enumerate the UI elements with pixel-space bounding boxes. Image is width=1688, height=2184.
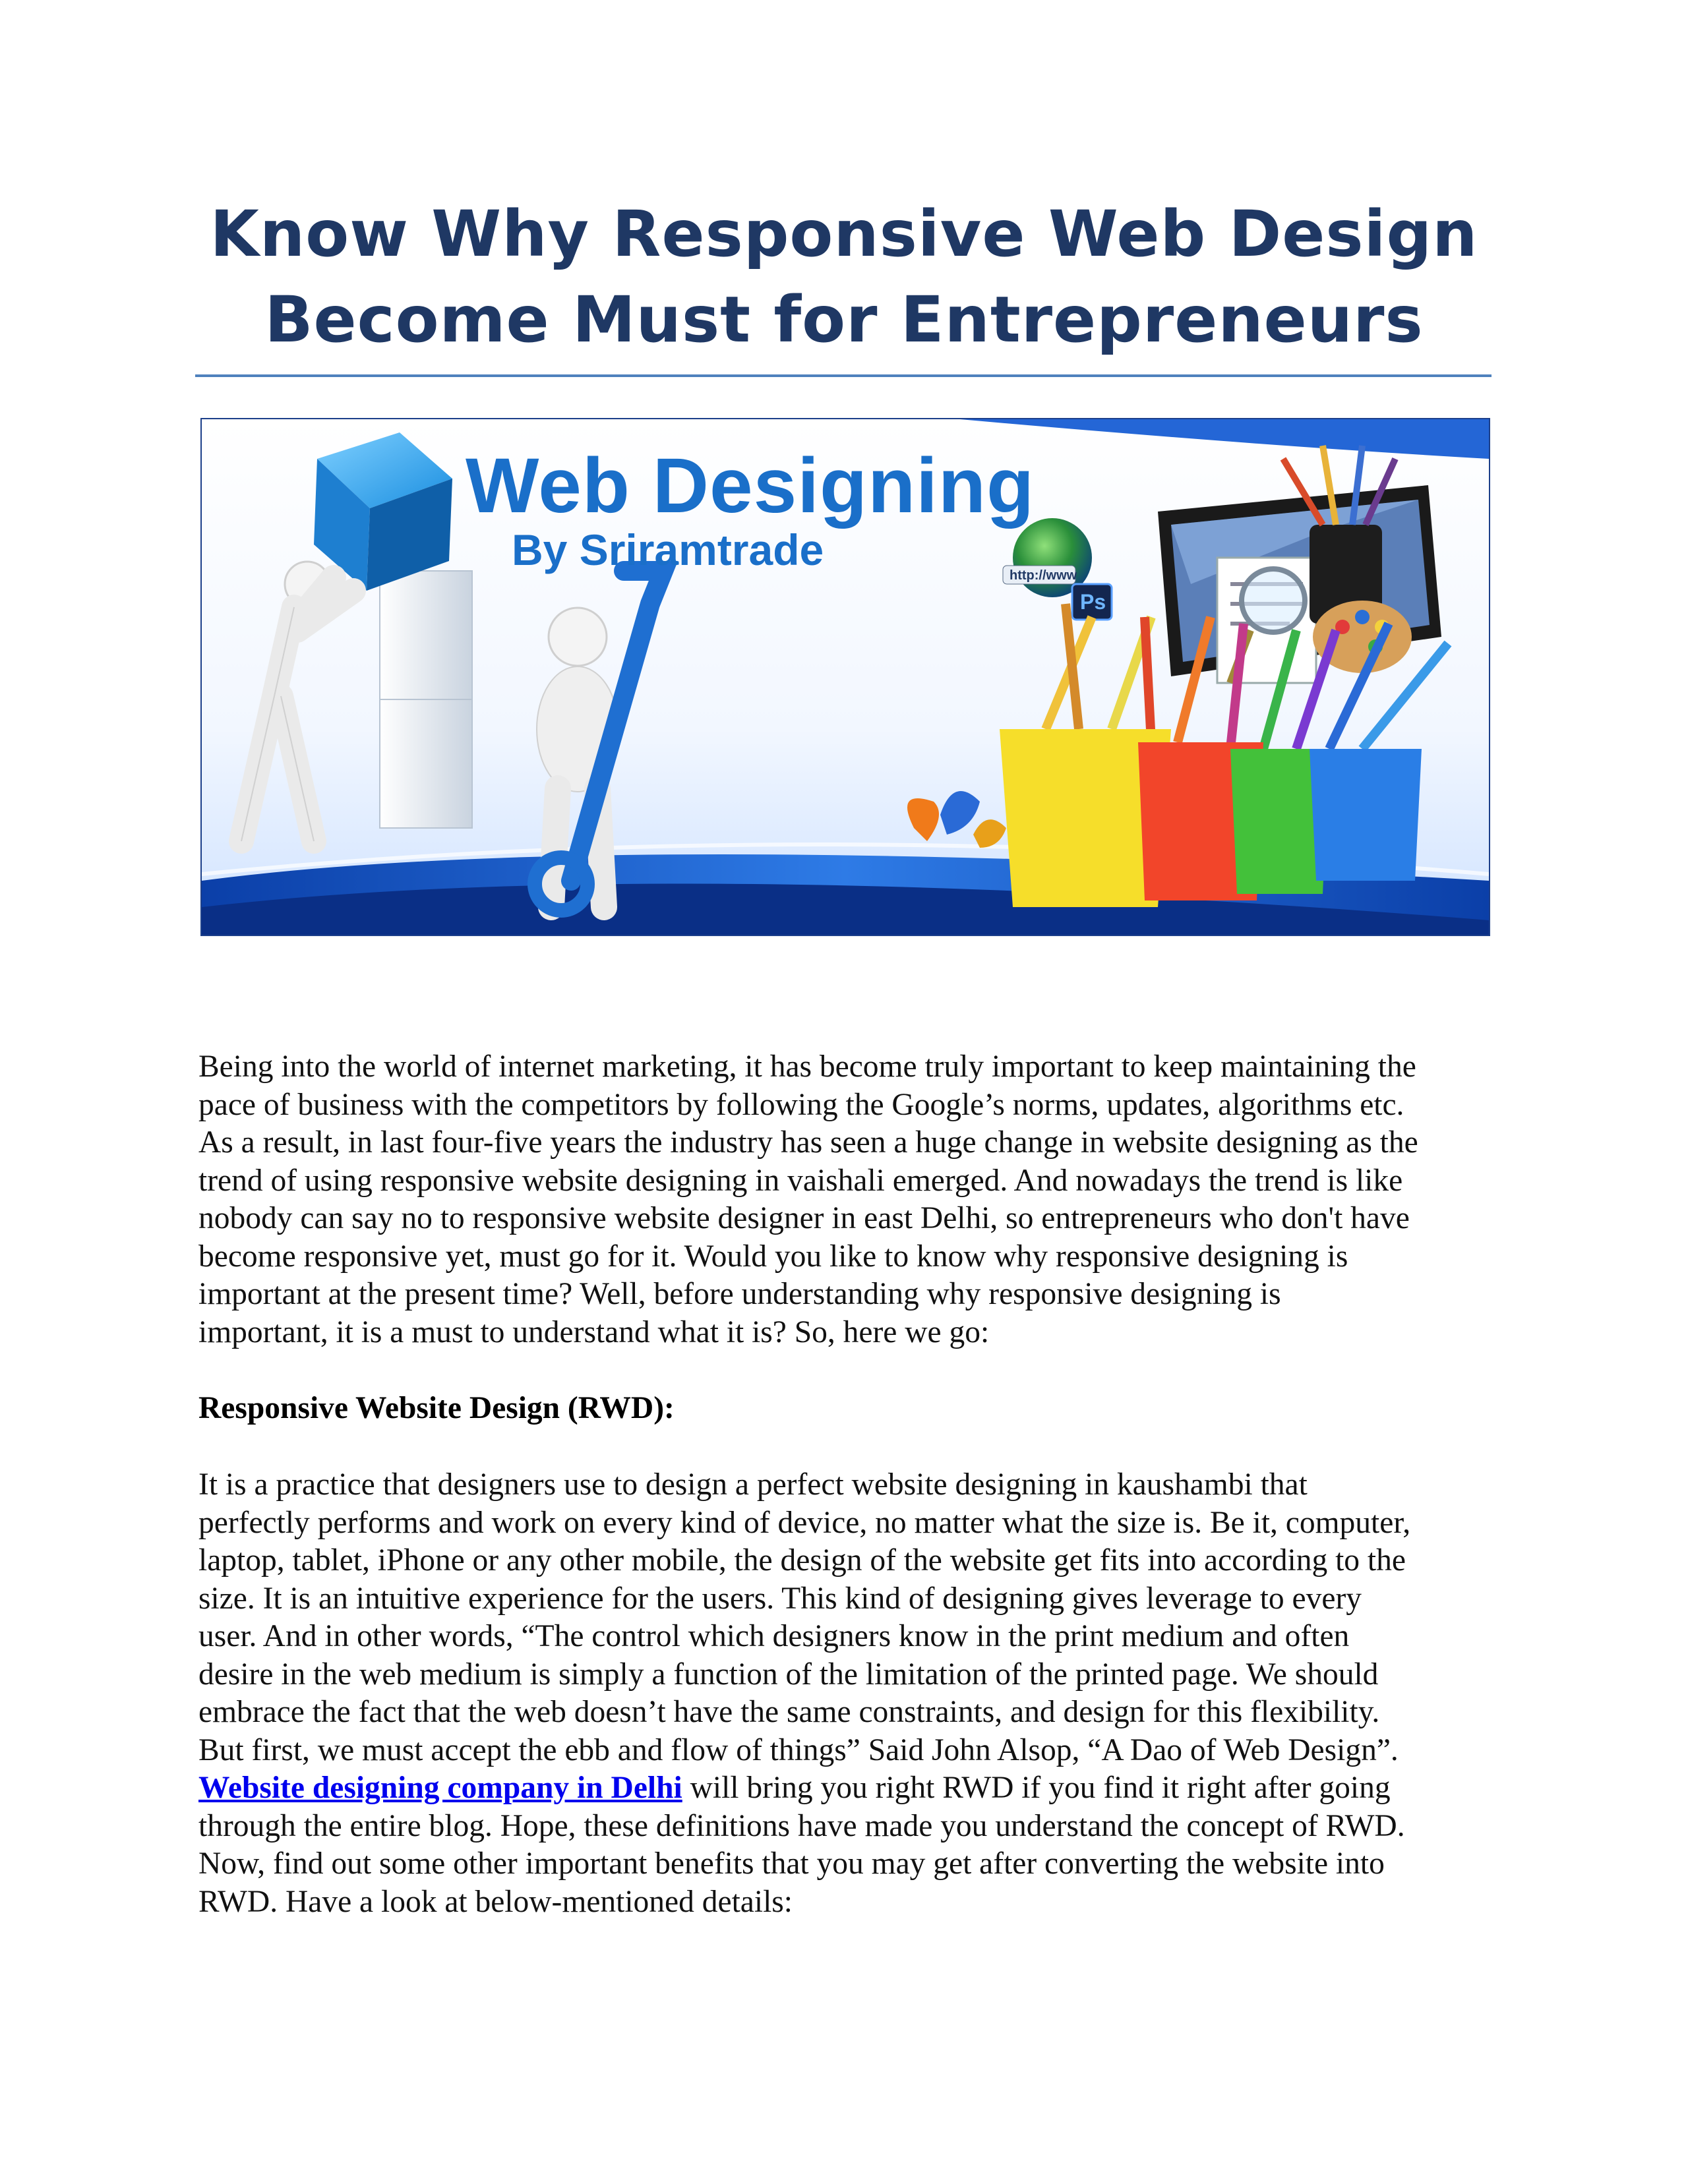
page-title-line-2: Become Must for Entrepreneurs (264, 283, 1424, 357)
paragraph-line: RWD. Have a look at below-mentioned details: (198, 1884, 793, 1919)
paragraph-line: laptop, tablet, iPhone or any other mobile, the design of the website get fits into according to the (198, 1543, 1406, 1578)
paragraph-line: desire in the web medium is simply a function of the limitation of the printed page. We should (198, 1657, 1379, 1692)
paragraph-line: It is a practice that designers use to design a perfect website designing in kaushambi that (198, 1467, 1308, 1502)
paragraph-line: through the entire blog. Hope, these definitions have made you understand the concept of RWD. (198, 1808, 1405, 1843)
paragraph-line: nobody can say no to responsive website designer in east Delhi, so entrepreneurs who don't have (198, 1201, 1410, 1235)
url-badge: http://www (1010, 568, 1077, 583)
link-line-rest: will bring you right RWD if you find it right after going (682, 1771, 1391, 1805)
rwd-paragraph (198, 1466, 1491, 1921)
page-title (191, 191, 1497, 363)
section-heading: Responsive Website Design (RWD): (198, 1391, 675, 1425)
paragraph-line: pace of business with the competitors by following the Google’s norms, updates, algorithms etc. (198, 1087, 1404, 1122)
page-title-line-1: Know Why Responsive Web Design (210, 197, 1478, 271)
paragraph-line: Being into the world of internet marketing, it has become truly important to keep maintaining the (198, 1049, 1416, 1084)
intro-paragraph (198, 1048, 1491, 1351)
paragraph-line: important at the present time? Well, before understanding why responsive designing is (198, 1277, 1281, 1311)
paragraph-line-with-link (198, 1769, 1491, 1808)
paragraph-line: size. It is an intuitive experience for the users. This kind of designing gives leverage to every (198, 1581, 1362, 1616)
paragraph-line: user. And in other words, “The control which designers know in the print medium and often (198, 1619, 1350, 1653)
paragraph-line: But first, we must accept the ebb and flow of things” Said John Alsop, “A Dao of Web Design”. (198, 1732, 1399, 1767)
paragraph-line: embrace the fact that the web doesn’t have the same constraints, and design for this flexibility. (198, 1695, 1380, 1729)
paragraph-line: Now, find out some other important benefits that you may get after converting the website into (198, 1846, 1385, 1881)
paragraph-line: become responsive yet, must go for it. Would you like to know why responsive designing is (198, 1239, 1348, 1274)
paragraph-line: perfectly performs and work on every kind of device, no matter what the size is. Be it, computer, (198, 1505, 1411, 1540)
paragraph-line: trend of using responsive website designing in vaishali emerged. And nowadays the trend is like (198, 1163, 1403, 1198)
banner-subheading: By Sriramtrade (512, 525, 824, 574)
ps-badge: Ps (1080, 590, 1106, 614)
title-divider (195, 374, 1492, 377)
paragraph-line: important, it is a must to understand what it is? So, here we go: (198, 1314, 990, 1349)
banner-image (200, 418, 1490, 936)
banner-heading: Web Designing (466, 442, 1035, 529)
paragraph-line: As a result, in last four-five years the industry has seen a huge change in website designing as the (198, 1125, 1418, 1160)
website-designing-company-link[interactable]: Website designing company in Delhi (198, 1771, 682, 1805)
